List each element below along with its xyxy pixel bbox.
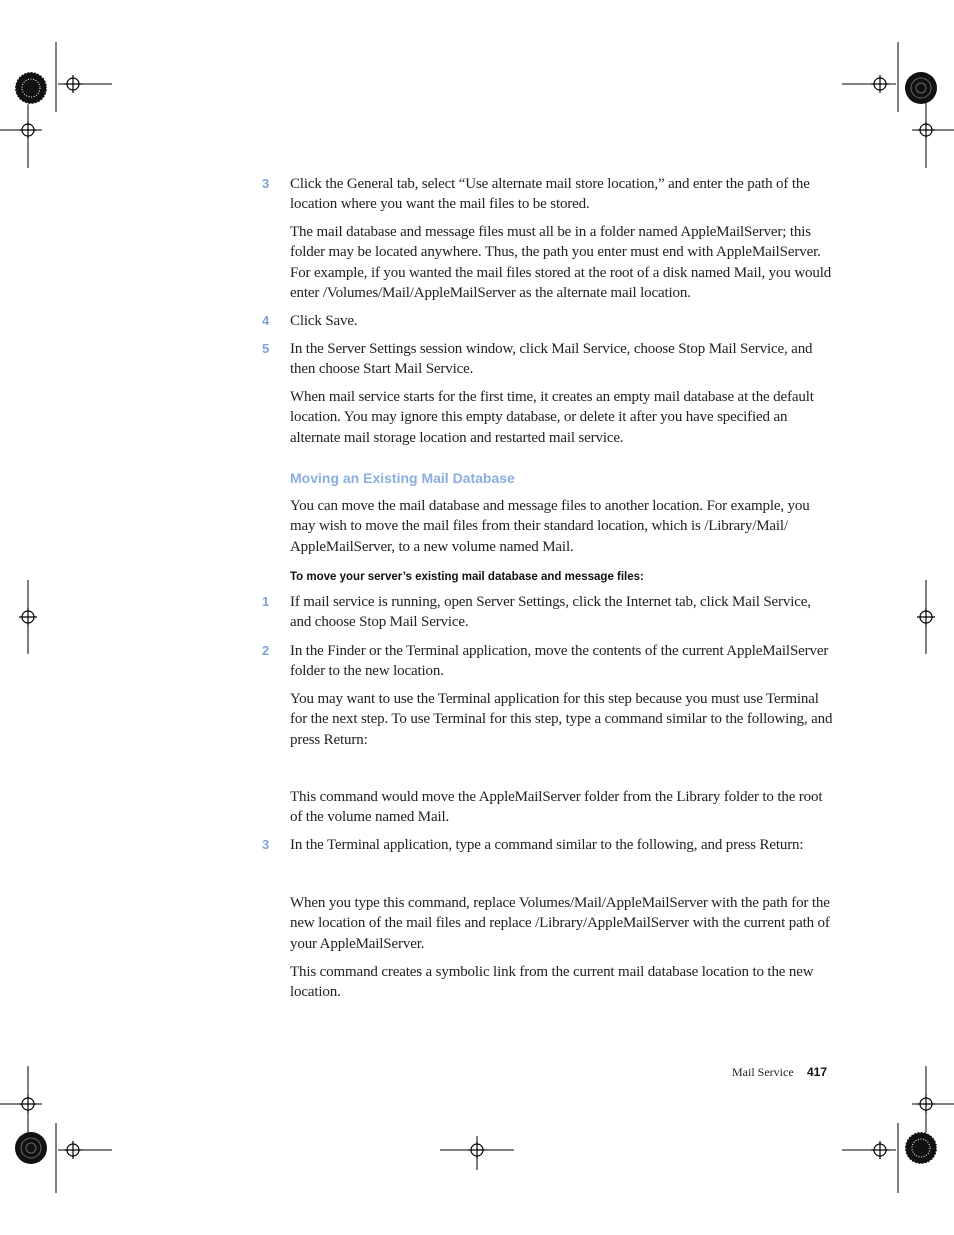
step-text: If mail service is running, open Server Settings, click the Internet tab, click Mail Service, and choose Stop Mail Service. bbox=[290, 594, 811, 631]
procedure-title: To move your server’s existing mail database and message files: bbox=[290, 571, 644, 583]
step-number: 1 bbox=[262, 594, 270, 609]
step-text: Click Save. bbox=[290, 313, 358, 329]
section-heading: Moving an Existing Mail Database bbox=[290, 470, 515, 486]
paragraph-symbolic-link: This command creates a symbolic link from the current mail database location to the new location. bbox=[290, 964, 814, 1001]
paragraph-folder-location: The mail database and message files must all be in a folder named AppleMailServer; this folder may be located anywhere. Thus, the path you enter must end with AppleMailServer. For example, if you wanted the mail files stored at the root of a disk named Mail, you would enter /Volumes/Mail/AppleMailServer as the alternate mail location. bbox=[290, 224, 832, 301]
step-text: In the Server Settings session window, click Mail Service, choose Stop Mail Service, and then choose Start Mail Service. bbox=[290, 341, 813, 378]
footer-page-number: 417 bbox=[807, 1065, 828, 1079]
step-text: Click the General tab, select “Use alternate mail store location,” and enter the path of the location where you want the mail files to be stored. bbox=[290, 176, 810, 213]
step-number: 4 bbox=[262, 313, 270, 328]
step-text: In the Terminal application, type a command similar to the following, and press Return: bbox=[290, 837, 804, 853]
paragraph-use-terminal: You may want to use the Terminal application for this step because you must use Terminal for the next step. To use Terminal for this step, type a command similar to the following, and press Return: bbox=[290, 691, 833, 748]
step-number: 3 bbox=[262, 176, 270, 191]
step-number: 5 bbox=[262, 341, 270, 356]
step-number: 2 bbox=[262, 643, 270, 658]
paragraph-command-explanation: This command would move the AppleMailServer folder from the Library folder to the root of the volume named Mail. bbox=[290, 789, 823, 826]
step-number: 3 bbox=[262, 837, 270, 852]
paragraph-replace-paths: When you type this command, replace Volumes/Mail/AppleMailServer with the path for the new location of the mail files and replace /Library/AppleMailServer with the current path of your AppleMailServer. bbox=[290, 895, 830, 952]
step-text: In the Finder or the Terminal application, move the contents of the current AppleMailServer folder to the new location. bbox=[290, 643, 829, 680]
footer-section-name: Mail Service bbox=[732, 1065, 794, 1079]
paragraph-first-start: When mail service starts for the first time, it creates an empty mail database at the default location. You may ignore this empty database, or delete it after you have specified an alternate mail storage location and restarted mail service. bbox=[290, 389, 814, 446]
paragraph-section-intro: You can move the mail database and message files to another location. For example, you may wish to move the mail files from their standard location, which is /Library/Mail/ AppleMailServer, to a new volume named Mail. bbox=[290, 498, 810, 555]
